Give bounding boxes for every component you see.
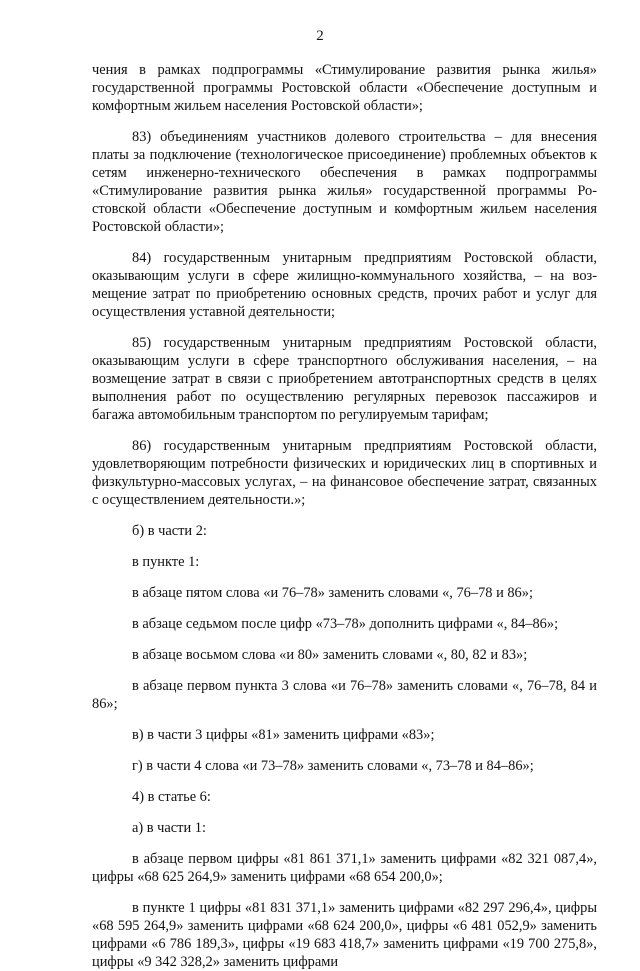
paragraph-article-6: 4) в статье 6:	[132, 789, 211, 805]
paragraph-part-4-g: г) в части 4 слова «и 73–78» заменить словами «, 73–78 и 84–86»;	[132, 758, 534, 774]
paragraph-item-86: 86) государственным унитарным предприятиям Ростовской области, удовлетворяющим потребности физических и юридических лиц в спортивных и физкультурно-массовых услугах, – на финансовое обеспечение затрат, связанных с осуществлением деятельности.»;	[92, 438, 597, 508]
paragraph-item-84: 84) государственным унитарным предприятиям Ростовской области, оказывающим услуги в сфере жилищно-коммунального хозяйства, – на возмещение затрат по приобретению основных средств, прочих работ и услуг для осуществления уставной деятельности;	[92, 250, 597, 320]
paragraph-item-85: 85) государственным унитарным предприятиям Ростовской области, оказывающим услуги в сфере транспортного обслуживания населения, – на возмещение затрат в связи с приобретением автотранспортных средств в целях выполнения работ по осуществлению регулярных перевозок пассажиров и багажа автомобильным транспортом по регулируемым тарифам;	[92, 335, 597, 423]
paragraph-abzac-7: в абзаце седьмом после цифр «73–78» дополнить цифрами «, 84–86»;	[132, 616, 559, 632]
paragraph-abzac-5: в абзаце пятом слова «и 76–78» заменить словами «, 76–78 и 86»;	[132, 585, 533, 601]
paragraph-part-1-a: а) в части 1:	[132, 820, 206, 836]
paragraph-point-1: в пункте 1:	[132, 554, 200, 570]
paragraph-part-2-b: б) в части 2:	[132, 523, 207, 539]
paragraph-continuation: чения в рамках подпрограммы «Стимулирование развития рынка жилья» государственной программы Ростовской области «Обеспечение доступным и комфортным жильем населения Ростовской области»;	[92, 62, 597, 114]
paragraph-abzac-8: в абзаце восьмом слова «и 80» заменить словами «, 80, 82 и 83»;	[132, 647, 528, 663]
page-number: 2	[316, 28, 324, 44]
paragraph-part-3-v: в) в части 3 цифры «81» заменить цифрами «83»;	[132, 727, 435, 743]
paragraph-item-83: 83) объединениям участников долевого строительства – для внесения платы за подключение (технологическое присоединение) проблемных объектов к сетям инженерно-технического обеспечения в рамках подпрограммы «Стимулирование развития рынка жилья» государственной программы Ростовской области «Обеспечение доступным и комфортным жильем населения Ростовской области»;	[92, 129, 597, 235]
paragraph-abzac-1-figures: в абзаце первом цифры «81 861 371,1» заменить цифрами «82 321 087,4», цифры «68 625 264,9» заменить цифрами «68 654 200,0»;	[92, 851, 597, 885]
document-body	[92, 61, 597, 971]
paragraph-point-3: в абзаце первом пункта 3 слова «и 76–78» заменить словами «, 76–78, 84 и 86»;	[92, 678, 597, 712]
paragraph-point-1-figures: в пункте 1 цифры «81 831 371,1» заменить цифрами «82 297 296,4», цифры «68 595 264,9» заменить цифрами «68 624 200,0», цифры «6 481 052,9» заменить цифрами «6 786 189,3», цифры «19 683 418,7» заменить цифрами «19 700 275,8», цифры «9 342 328,2» заменить цифрами	[92, 900, 597, 970]
